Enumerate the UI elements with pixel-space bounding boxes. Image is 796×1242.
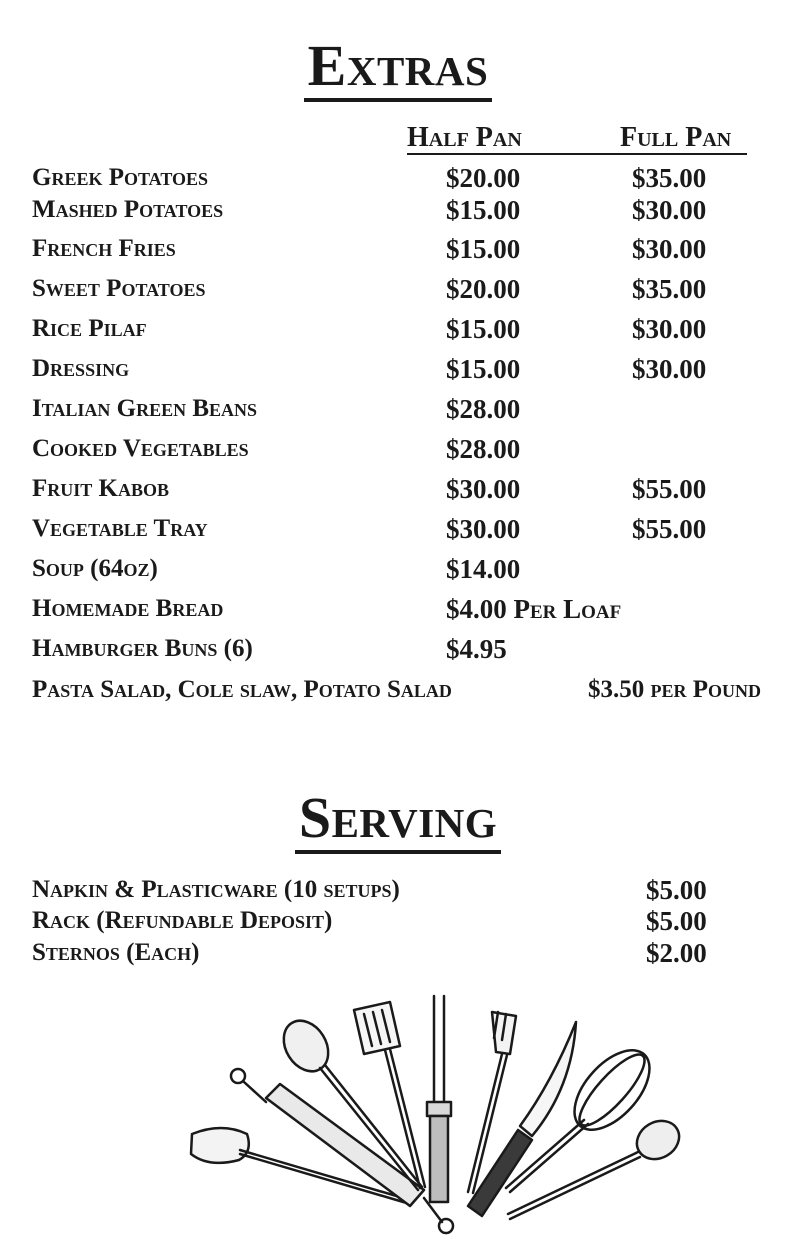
item-name: Pasta Salad, Cole slaw, Potato Salad bbox=[32, 676, 452, 703]
half-pan-price: $4.95 bbox=[446, 634, 507, 664]
half-pan-price: $15.00 bbox=[446, 354, 521, 384]
item-name: Fruit Kabob bbox=[32, 475, 169, 502]
item-name: Soup (64oz) bbox=[32, 555, 158, 582]
extras-title: Extras bbox=[304, 36, 493, 102]
per-pound-price: $3.50 per Pound bbox=[588, 676, 762, 703]
item-name: Dressing bbox=[32, 355, 130, 382]
menu-row bbox=[0, 162, 796, 194]
item-name: Greek Potatoes bbox=[32, 164, 209, 191]
serving-item-price: $5.00 bbox=[646, 875, 707, 905]
serving-item-name: Napkin & Plasticware (10 setups) bbox=[32, 876, 400, 903]
item-name: Sweet Potatoes bbox=[32, 275, 206, 302]
half-pan-price: $28.00 bbox=[446, 434, 521, 464]
menu-row bbox=[0, 233, 796, 265]
half-pan-price: $28.00 bbox=[446, 394, 521, 424]
column-header-rule bbox=[407, 153, 747, 155]
menu-row bbox=[0, 674, 796, 706]
menu-row bbox=[0, 593, 796, 625]
kitchen-utensils-icon bbox=[180, 992, 700, 1242]
serving-item-name: Rack (Refundable Deposit) bbox=[32, 907, 333, 934]
item-name: Hamburger Buns (6) bbox=[32, 635, 253, 662]
full-pan-price: $35.00 bbox=[632, 163, 707, 193]
half-pan-header: Half Pan bbox=[407, 122, 522, 153]
item-name: Italian Green Beans bbox=[32, 395, 258, 422]
serving-title: Serving bbox=[295, 788, 501, 854]
half-pan-price: $30.00 bbox=[446, 514, 521, 544]
menu-row bbox=[0, 633, 796, 665]
menu-row bbox=[0, 194, 796, 226]
menu-row bbox=[0, 473, 796, 505]
item-name: French Fries bbox=[32, 235, 176, 262]
serving-row bbox=[0, 937, 796, 969]
menu-row bbox=[0, 433, 796, 465]
half-pan-price: $15.00 bbox=[446, 314, 521, 344]
half-pan-price: $14.00 bbox=[446, 554, 521, 584]
serving-row bbox=[0, 874, 796, 906]
item-name: Rice Pilaf bbox=[32, 315, 147, 342]
half-pan-price: $15.00 bbox=[446, 195, 521, 225]
serving-heading bbox=[0, 785, 796, 854]
full-pan-price: $30.00 bbox=[632, 234, 707, 264]
item-name: Vegetable Tray bbox=[32, 515, 208, 542]
serving-item-name: Sternos (Each) bbox=[32, 939, 200, 966]
menu-row bbox=[0, 393, 796, 425]
full-pan-price: $55.00 bbox=[632, 514, 707, 544]
half-pan-price: $4.00 Per Loaf bbox=[446, 594, 622, 624]
menu-row bbox=[0, 313, 796, 345]
full-pan-price: $55.00 bbox=[632, 474, 707, 504]
item-name: Homemade Bread bbox=[32, 595, 224, 622]
full-pan-price: $30.00 bbox=[632, 354, 707, 384]
half-pan-price: $30.00 bbox=[446, 474, 521, 504]
half-pan-price: $20.00 bbox=[446, 163, 521, 193]
full-pan-price: $30.00 bbox=[632, 195, 707, 225]
full-pan-header: Full Pan bbox=[620, 122, 732, 153]
menu-row bbox=[0, 513, 796, 545]
full-pan-price: $35.00 bbox=[632, 274, 707, 304]
item-name: Cooked Vegetables bbox=[32, 435, 249, 462]
half-pan-price: $20.00 bbox=[446, 274, 521, 304]
menu-row bbox=[0, 353, 796, 385]
serving-item-price: $5.00 bbox=[646, 906, 707, 936]
extras-heading bbox=[0, 33, 796, 102]
serving-row bbox=[0, 905, 796, 937]
full-pan-price: $30.00 bbox=[632, 314, 707, 344]
half-pan-price: $15.00 bbox=[446, 234, 521, 264]
serving-item-price: $2.00 bbox=[646, 938, 707, 968]
menu-row bbox=[0, 273, 796, 305]
menu-row bbox=[0, 553, 796, 585]
item-name: Mashed Potatoes bbox=[32, 196, 224, 223]
